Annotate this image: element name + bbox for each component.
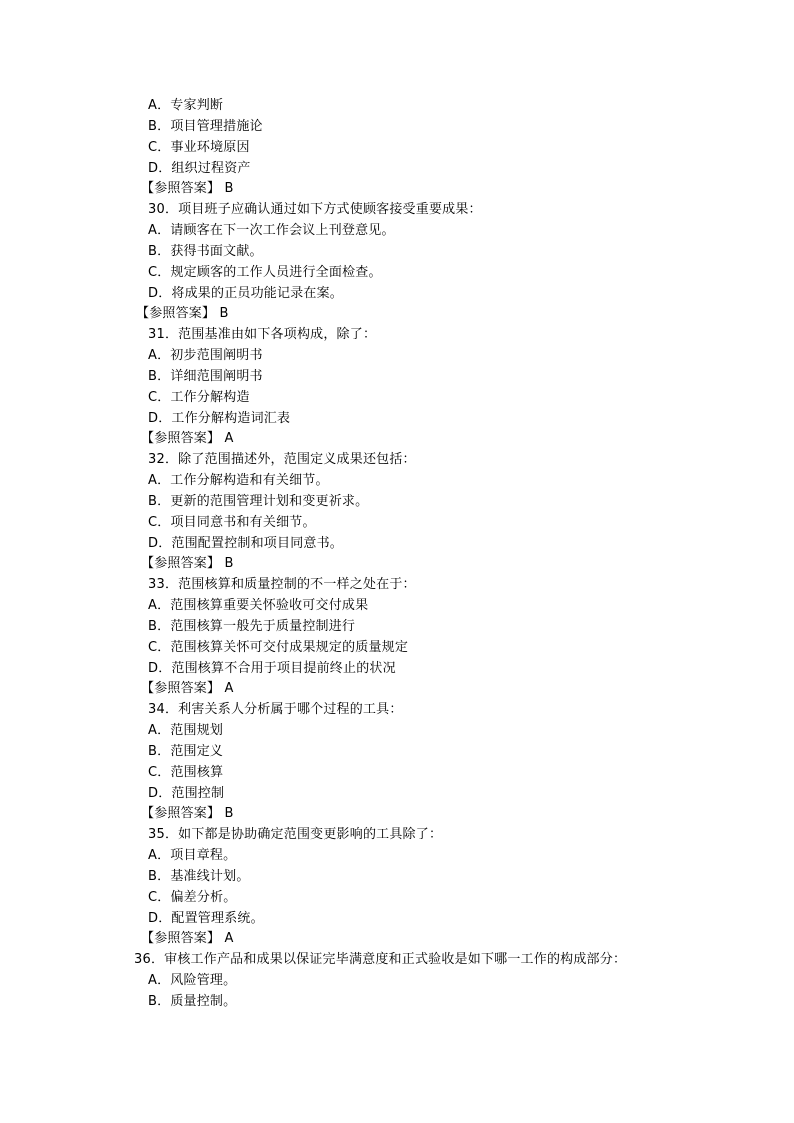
option-line: A．范围核算重要关怀验收可交付成果 (148, 598, 369, 613)
option-line: A．专家判断 (148, 98, 224, 113)
option-line: D．配置管理系统。 (148, 911, 264, 926)
question-line: 32．除了范围描述外，范围定义成果还包括： (148, 452, 416, 467)
option-line: D．范围核算不合用于项目提前终止的状况 (148, 661, 396, 676)
option-line: D．工作分解构造词汇表 (148, 411, 291, 426)
answer-line: 【参照答案】 B (141, 556, 234, 571)
answer-line: 【参照答案】 B (141, 181, 234, 196)
question-line: 33．范围核算和质量控制的不一样之处在于： (148, 577, 416, 592)
option-line: B．更新的范围管理计划和变更祈求。 (148, 494, 369, 509)
option-line: D．组织过程资产 (148, 161, 251, 176)
answer-line: 【参照答案】 A (141, 681, 234, 696)
option-line: A．工作分解构造和有关细节。 (148, 473, 329, 488)
option-line: B．范围核算一般先于质量控制进行 (148, 619, 356, 634)
question-line: 36．审核工作产品和成果以保证完毕满意度和正式验收是如下哪一工作的构成部分： (134, 952, 627, 967)
option-line: B．范围定义 (148, 744, 224, 759)
question-line: 35．如下都是协助确定范围变更影响的工具除了： (148, 827, 443, 842)
option-line: D．范围控制 (148, 786, 225, 801)
answer-line: 【参照答案】 A (141, 431, 234, 446)
option-line: C．规定顾客的工作人员进行全面检查。 (148, 265, 382, 280)
option-line: A．请顾客在下一次工作会议上刊登意见。 (148, 223, 395, 238)
answer-line: 【参照答案】 B (136, 306, 229, 321)
option-line: C．范围核算 (148, 765, 224, 780)
question-line: 30．项目班子应确认通过如下方式使顾客接受重要成果： (148, 202, 482, 217)
option-line: B．项目管理措施论 (148, 119, 263, 134)
question-line: 34．利害关系人分析属于哪个过程的工具： (148, 702, 403, 717)
option-line: C．偏差分析。 (148, 890, 237, 905)
option-line: B．详细范围阐明书 (148, 369, 263, 384)
option-line: B．质量控制。 (148, 994, 237, 1009)
option-line: C．项目同意书和有关细节。 (148, 515, 316, 530)
option-line: B．基准线计划。 (148, 869, 250, 884)
answer-line: 【参照答案】 A (141, 931, 234, 946)
option-line: A．初步范围阐明书 (148, 348, 263, 363)
option-line: A．项目章程。 (148, 848, 237, 863)
option-line: B．获得书面文献。 (148, 244, 263, 259)
option-line: A．风险管理。 (148, 973, 237, 988)
option-line: C．工作分解构造 (148, 390, 250, 405)
option-line: C．事业环境原因 (148, 140, 250, 155)
option-line: A．范围规划 (148, 723, 224, 738)
option-line: D．将成果的正员功能记录在案。 (148, 286, 344, 301)
option-line: D．范围配置控制和项目同意书。 (148, 536, 344, 551)
question-line: 31．范围基准由如下各项构成，除了： (148, 327, 377, 342)
option-line: C．范围核算关怀可交付成果规定的质量规定 (148, 640, 409, 655)
answer-line: 【参照答案】 B (141, 806, 234, 821)
